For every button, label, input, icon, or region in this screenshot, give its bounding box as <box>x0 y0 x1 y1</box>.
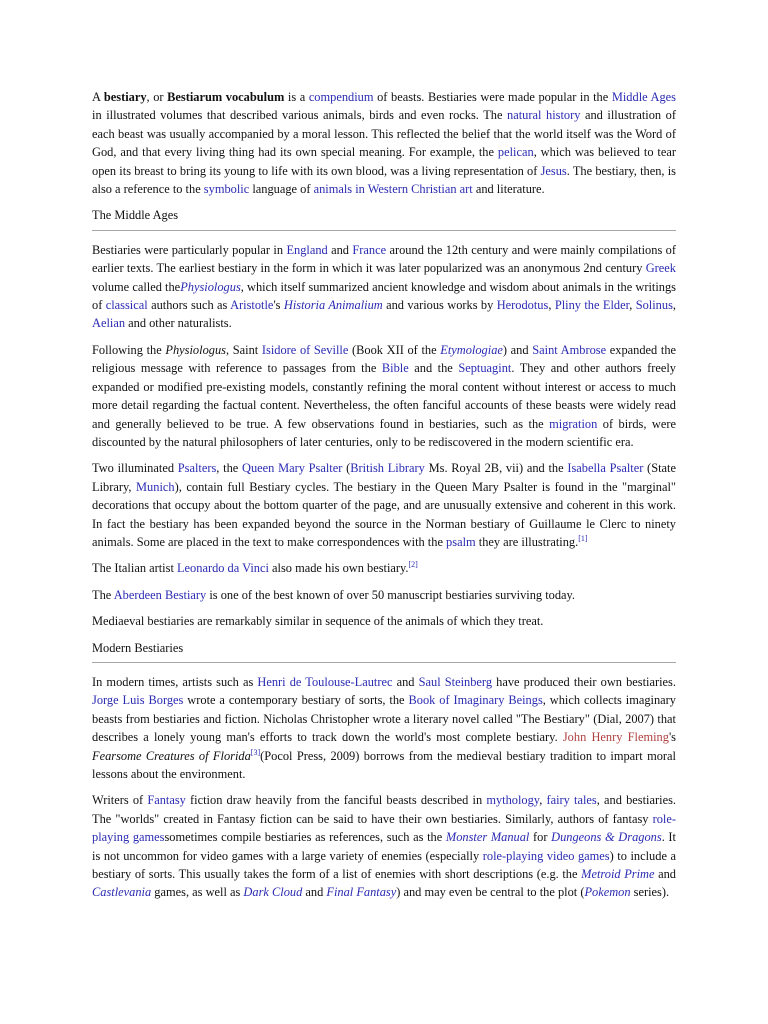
wiki-link[interactable]: Jorge Luis Borges <box>92 693 184 708</box>
wiki-link[interactable]: pelican <box>497 145 534 160</box>
text-run: around the 12th century and were mainly compilations of earlier texts. The earliest bestiary in the form in which it was later popularized was an anonymous 2nd century <box>92 242 676 276</box>
wiki-link[interactable]: England <box>286 242 328 257</box>
text-run: , which collects imaginary beasts from bestiaries and fiction. Nicholas Christopher wrote a literary novel called "The Bestiary" (Dial, 2007) that describes a lonely young man's efforts to track down the world's most complete bestiary. <box>92 693 676 745</box>
text-run: (Book XII of the <box>348 342 441 357</box>
wiki-link[interactable]: Henri de Toulouse-Lautrec <box>257 674 393 689</box>
wiki-link[interactable]: Middle Ages <box>611 90 676 104</box>
wiki-link[interactable]: classical <box>105 298 148 313</box>
section-heading-middle-ages: The Middle Ages <box>92 206 676 230</box>
text-run: , the <box>216 461 242 476</box>
text-run: ), contain full Bestiary cycles. The bestiary in the Queen Mary Psalter is found in the "marginal" decorations that occupy about the bottom quarter of the page, and are unusually extensive and coherent in this work. In fact the bestiary has been expanded beyond the source in the Norman bestiary of Guillaume le Clerc to ninety animals. Some are placed in the text to make correspondences with the <box>92 479 676 549</box>
wiki-link[interactable]: symbolic <box>203 182 250 197</box>
wiki-link[interactable]: France <box>352 242 387 257</box>
text-run: . They and other authors freely expanded or modified pre-existing models, constantly refining the moral content without interest or access to much more detail regarding the factual content. Nevertheless, the often fanciful accounts of these beasts were widely read and generally believed to be true. A few observations found in bestiaries, such as the <box>92 361 676 431</box>
text-run: sometimes compile bestiaries as references, such as the <box>164 830 446 845</box>
wiki-link[interactable]: mythology <box>486 793 540 808</box>
wiki-link[interactable]: Isabella Psalter <box>567 461 644 476</box>
text-run: have produced their own bestiaries. <box>492 674 676 689</box>
text-run: series). <box>630 885 670 900</box>
text-run: and <box>654 867 676 882</box>
modern-paragraph-2 <box>92 791 676 901</box>
wiki-link[interactable]: Fantasy <box>147 793 186 808</box>
wiki-link[interactable]: Metroid Prime <box>581 867 655 882</box>
wiki-link[interactable]: fairy tales <box>546 793 597 808</box>
text-run: for <box>529 830 552 845</box>
text-run: they are illustrating. <box>475 534 579 549</box>
text-run: is one of the best known of over 50 manuscript bestiaries surviving today. <box>206 587 576 602</box>
text-run: (State Library, <box>92 461 676 494</box>
wiki-link[interactable]: Bible <box>381 361 409 376</box>
wiki-link[interactable]: Septuagint <box>458 361 512 376</box>
wiki-link[interactable]: Aristotle <box>230 298 274 313</box>
wiki-link[interactable]: Etymologiae <box>440 342 503 357</box>
text-run: and <box>392 674 419 689</box>
text-run: Ms. Royal 2B, vii) and the <box>424 461 568 476</box>
text-run: ( <box>342 461 351 476</box>
text-run: A <box>92 90 104 104</box>
wiki-link[interactable]: Herodotus <box>496 298 549 313</box>
text-run: . The bestiary, then, is also a reference to the <box>92 163 677 197</box>
text-run: is a <box>284 90 309 104</box>
wiki-link[interactable]: natural history <box>507 108 581 123</box>
wiki-link[interactable]: British Library <box>350 461 425 476</box>
citation-link[interactable]: [2] <box>408 560 418 570</box>
text-run: volume called the <box>92 279 181 294</box>
text-run: ) and <box>502 342 533 357</box>
text-run: Following the <box>92 342 166 357</box>
wiki-link[interactable]: Greek <box>645 261 676 276</box>
text-run: and other naturalists. <box>125 316 232 331</box>
wiki-link[interactable]: compendium <box>308 90 374 104</box>
wiki-link[interactable]: Queen Mary Psalter <box>242 461 343 476</box>
text-run: and <box>327 242 353 257</box>
text-run: The Italian artist <box>92 561 177 576</box>
wiki-link[interactable]: Saint Ambrose <box>532 342 607 357</box>
text-run: and <box>302 885 327 900</box>
wiki-link[interactable]: Aberdeen Bestiary <box>113 587 207 602</box>
wiki-link[interactable]: psalm <box>446 534 476 549</box>
text-run: Physiologus <box>165 342 226 357</box>
wiki-link[interactable]: Book of Imaginary Beings <box>408 693 543 708</box>
text-run: Mediaeval bestiaries are remarkably similar in sequence of the animals of which they treat. <box>92 614 544 629</box>
middle-ages-paragraph-6 <box>92 612 676 630</box>
text-run: of beasts. Bestiaries were made popular in the <box>373 90 612 104</box>
wiki-link[interactable]: Saul Steinberg <box>418 674 493 689</box>
text-run: language of <box>249 182 314 197</box>
text-run: . It is not uncommon for video games with a large variety of enemies (especially <box>92 830 677 863</box>
citation-link[interactable]: [1] <box>578 533 588 543</box>
text-run: expanded the religious message with reference to passages from the <box>92 342 677 376</box>
wiki-link[interactable]: Solinus <box>635 298 673 313</box>
text-run: 's <box>668 730 676 745</box>
wiki-link[interactable]: Munich <box>136 479 175 494</box>
text-run: in illustrated volumes that described various animals, birds and even rocks. The <box>92 108 508 123</box>
text-run: Bestiaries were particularly popular in <box>92 242 287 257</box>
wiki-link[interactable]: Dark Cloud <box>243 885 303 900</box>
text-run: In modern times, artists such as <box>92 674 258 689</box>
text-run: bestiary <box>103 90 147 104</box>
text-run: also made his own bestiary. <box>268 561 409 576</box>
wiki-link[interactable]: Pokemon <box>584 885 631 900</box>
intro-paragraph <box>92 88 676 198</box>
middle-ages-paragraph-2 <box>92 341 676 451</box>
text-run: of birds, were discounted by the natural philosophers of later centuries, only to be rediscovered in the modern scientific era. <box>92 416 676 449</box>
text-run: Writers of <box>92 793 148 808</box>
text-run: and illustration of each beast was usually accompanied by a moral lesson. This reflected the belief that the world itself was the Word of God, and that every living thing had its own special meaning. For example, the <box>92 108 676 160</box>
text-run: ) and may even be central to the plot ( <box>396 885 585 900</box>
text-run: ) to include a bestiary of sorts. This usually takes the form of a list of enemies with short descriptions (e.g. the <box>92 848 677 882</box>
text-run: and literature. <box>472 182 545 197</box>
wiki-link[interactable]: role-playing video games <box>482 848 610 863</box>
middle-ages-paragraph-3 <box>92 459 676 551</box>
wiki-link[interactable]: Isidore of Seville <box>261 342 349 357</box>
text-run: authors such as <box>147 298 231 313</box>
modern-paragraph-1 <box>92 673 676 783</box>
text-run: , <box>548 298 555 313</box>
wiki-link[interactable]: Final Fantasy <box>326 885 397 900</box>
text-run: , Saint <box>225 342 262 357</box>
wiki-link[interactable]: migration <box>549 416 598 431</box>
text-run: , or <box>146 90 168 104</box>
wiki-link[interactable]: Monster Manual <box>445 830 530 845</box>
wiki-link[interactable]: animals in Western Christian art <box>313 182 473 197</box>
wiki-link[interactable]: Aelian <box>92 316 126 331</box>
text-run: 's <box>273 298 284 313</box>
text-run: , <box>672 298 676 313</box>
text-run: , which was believed to tear open its breast to bring its young to life with its own blood, was a living representation of <box>92 145 677 178</box>
wiki-link[interactable]: Castlevania <box>92 885 152 900</box>
text-run: and various works by <box>382 298 497 313</box>
text-run: Fearsome Creatures of Florida <box>92 748 251 763</box>
middle-ages-paragraph-1 <box>92 241 676 333</box>
text-run: The <box>92 587 114 602</box>
citation-link[interactable]: [3] <box>250 747 261 757</box>
middle-ages-paragraph-4 <box>92 559 676 577</box>
wiki-link[interactable]: John Henry Fleming <box>562 730 669 745</box>
text-run: , <box>629 298 636 313</box>
text-run: (Pocol Press, 2009) borrows from the medieval bestiary tradition to impart moral lessons about the environment. <box>92 748 676 781</box>
article-body <box>92 88 676 910</box>
text-run: fiction draw heavily from the fanciful beasts described in <box>185 793 487 808</box>
text-run: , <box>539 793 547 808</box>
wiki-link[interactable]: Jesus <box>540 163 567 178</box>
wiki-link[interactable]: role-playing games <box>92 811 676 845</box>
wiki-link[interactable]: Dungeons & Dragons <box>551 830 662 845</box>
text-run: and the <box>408 361 459 376</box>
section-heading-modern: Modern Bestiaries <box>92 639 676 663</box>
middle-ages-paragraph-5 <box>92 586 676 604</box>
text-run: games, as well as <box>151 885 244 900</box>
wiki-link[interactable]: Historia Animalium <box>283 298 383 313</box>
wiki-link[interactable]: Pliny the Elder <box>554 298 630 313</box>
wiki-link[interactable]: Leonardo da Vinci <box>176 561 269 576</box>
wiki-link[interactable]: Physiologus <box>180 279 241 294</box>
text-run: wrote a contemporary bestiary of sorts, the <box>183 693 409 708</box>
text-run: , which itself summarized ancient knowledge and wisdom about animals in the writings of <box>92 279 676 313</box>
text-run: Two illuminated <box>92 461 178 476</box>
wiki-link[interactable]: Psalters <box>177 461 217 476</box>
text-run: Bestiarum vocabulum <box>167 90 285 104</box>
text-run: , and bestiaries. The "worlds" created in Fantasy fiction can be said to have their own bestiaries. Similarly, authors of fantasy <box>92 793 676 826</box>
